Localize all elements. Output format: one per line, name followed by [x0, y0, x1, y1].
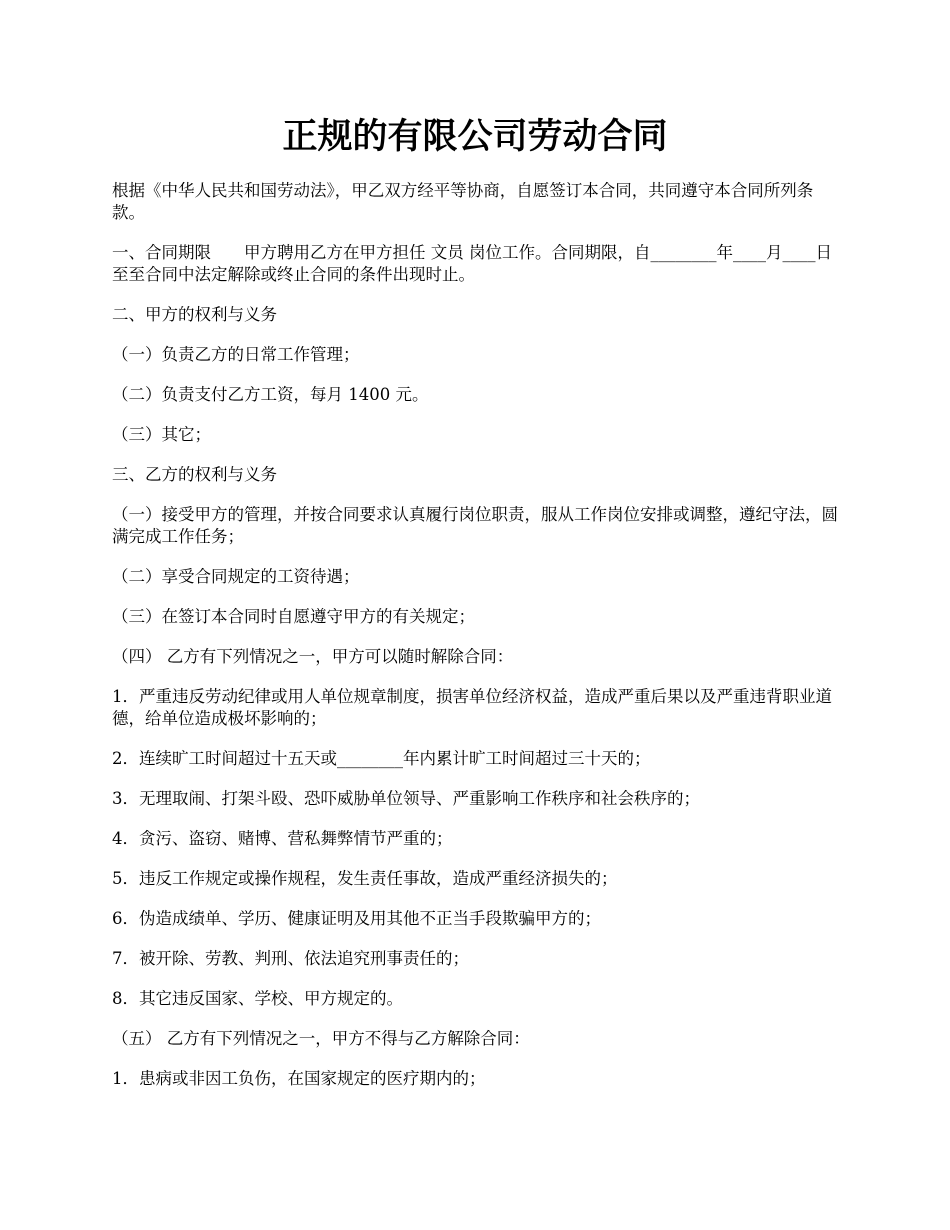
paragraph-party-b-item-4: （四） 乙方有下列情况之一，甲方可以随时解除合同：	[112, 647, 514, 666]
document-body	[112, 180, 840, 1108]
paragraph-party-a-item-3: （三）其它；	[112, 425, 211, 444]
paragraph-party-b-item-3: （三）在签订本合同时自愿遵守甲方的有关规定；	[112, 607, 475, 626]
list-item-termination-4: 4．贪污、盗窃、赌博、营私舞弊情节严重的；	[112, 829, 453, 848]
list-item-termination-6: 6．伪造成绩单、学历、健康证明及用其他不正当手段欺骗甲方的；	[112, 909, 601, 928]
list-item-termination-2: 2．连续旷工时间超过十五天或________年内累计旷工时间超过三十天的；	[112, 749, 651, 768]
section-heading-party-a: 二、甲方的权利与义务	[112, 305, 277, 324]
paragraph-contract-term: 一、合同期限 甲方聘用乙方在甲方担任 文员 岗位工作。合同期限，自________年____月____日至至合同中法定解除或终止合同的条件出现时止。	[112, 243, 832, 284]
list-item-termination-8: 8．其它违反国家、学校、甲方规定的。	[112, 989, 403, 1008]
page-title: 正规的有限公司劳动合同	[282, 116, 668, 157]
paragraph-party-a-item-2: （二）负责支付乙方工资，每月 1400 元。	[112, 385, 429, 404]
paragraph-party-b-item-5: （五） 乙方有下列情况之一，甲方不得与乙方解除合同：	[112, 1029, 530, 1048]
list-item-termination-3: 3．无理取闹、打架斗殴、恐吓威胁单位领导、严重影响工作秩序和社会秩序的；	[112, 789, 700, 808]
paragraph-preamble: 根据《中华人民共和国劳动法》，甲乙双方经平等协商，自愿签订本合同，共同遵守本合同所列条款。	[112, 181, 814, 222]
list-item-termination-5: 5．违反工作规定或操作规程，发生责任事故，造成严重经济损失的；	[112, 869, 618, 888]
section-heading-party-b: 三、乙方的权利与义务	[112, 465, 277, 484]
paragraph-party-b-item-2: （二）享受合同规定的工资待遇；	[112, 567, 360, 586]
list-item-protection-1: 1．患病或非因工负伤，在国家规定的医疗期内的；	[112, 1069, 486, 1088]
list-item-termination-7: 7．被开除、劳教、判刑、依法追究刑事责任的；	[112, 949, 469, 968]
list-item-termination-1: 1．严重违反劳动纪律或用人单位规章制度，损害单位经济权益，造成严重后果以及严重违背职业道德，给单位造成极坏影响的；	[112, 687, 832, 728]
paragraph-party-a-item-1: （一）负责乙方的日常工作管理；	[112, 345, 360, 364]
paragraph-party-b-item-1: （一）接受甲方的管理，并按合同要求认真履行岗位职责，服从工作岗位安排或调整，遵纪守法，圆满完成工作任务；	[112, 505, 838, 546]
